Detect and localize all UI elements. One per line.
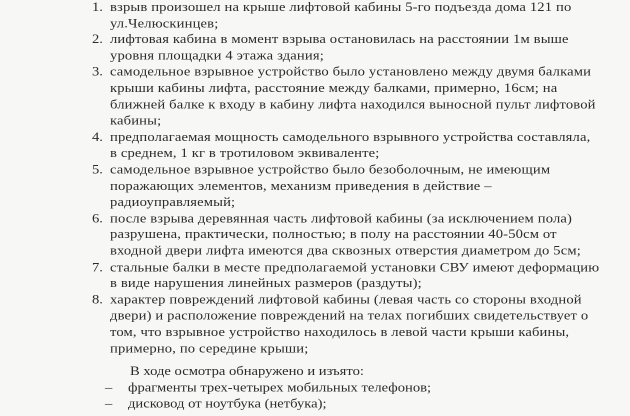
bullet-dash: – <box>105 381 113 395</box>
item-number: 4. <box>92 130 103 145</box>
item-line: крыши кабины лифта, расстояние между балками, примерно, 16см; на <box>110 82 558 96</box>
item-line: уровня площадки 4 этажа здания; <box>110 49 324 63</box>
item-line: поражающих элементов, механизм приведения в действие – <box>110 179 492 193</box>
item-line: лифтовая кабина в момент взрыва остановилась на расстоянии 1м выше <box>110 33 569 47</box>
found-item-text: фрагменты трех-четырех мобильных телефонов; <box>128 381 432 395</box>
bullet-dash: – <box>105 397 113 412</box>
closing-paragraph: В ходе осмотра обнаружено и изъято: <box>130 365 364 379</box>
item-number: 5. <box>92 163 103 177</box>
item-line: характер повреждений лифтовой кабины (левая часть со стороны входной <box>110 293 582 307</box>
item-line: ближней балке к входу в кабину лифта находился выносной пульт лифтовой <box>110 98 596 112</box>
item-line: предполагаемая мощность самодельного взрывного устройства составляла, <box>110 130 591 145</box>
item-line: после взрыва деревянная часть лифтовой кабины (за исключением пола) <box>110 212 573 226</box>
item-number: 8. <box>92 293 103 307</box>
item-line: кабины; <box>110 114 162 128</box>
item-number: 3. <box>92 65 103 80</box>
item-line: радиоуправляемый; <box>110 195 236 210</box>
item-line: в виде нарушения линейных размеров (раздуты); <box>110 277 422 291</box>
item-line: самодельное взрывное устройство было безоболочным, не имеющим <box>110 163 551 177</box>
item-number: 1. <box>92 0 103 15</box>
item-line: входной двери лифта имеются два сквозных отверстия диаметром до 5см; <box>110 244 581 259</box>
item-line: в среднем, 1 кг в тротиловом эквиваленте; <box>110 147 380 161</box>
item-number: 2. <box>92 33 103 47</box>
item-line: двери) и расположение повреждений на телах погибших свидетельствует о <box>110 309 589 324</box>
item-number: 7. <box>92 261 103 275</box>
item-line: примерно, по середине крыши; <box>110 342 309 356</box>
item-line: разрушена, практически, полностью; в полу на расстоянии 40-50см от <box>110 228 557 242</box>
item-line: самодельное взрывное устройство было установлено между двумя балками <box>110 65 592 80</box>
item-line: взрыв произошел на крыше лифтовой кабины 5-го подъезда дома 121 по <box>110 0 572 15</box>
item-line: ул.Челюскинцев; <box>110 17 219 31</box>
item-line: том, что взрывное устройство находилось в левой части крыши кабины, <box>110 326 570 340</box>
item-line: стальные балки в месте предполагаемой установки СВУ имеют деформацию <box>110 261 600 275</box>
found-item-text: дисковод от ноутбука (нетбука); <box>128 397 327 412</box>
item-number: 6. <box>92 212 103 226</box>
